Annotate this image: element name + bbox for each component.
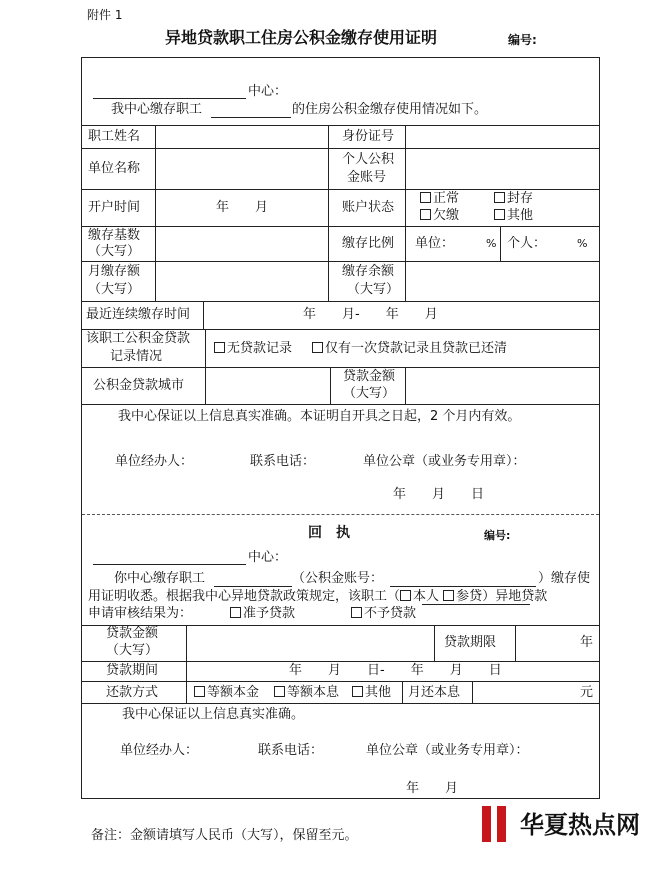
cut-line <box>82 514 599 515</box>
receipt-serial-label: 编号: <box>484 529 511 542</box>
no-loan-option[interactable] <box>214 341 292 357</box>
receipt-line3: 申请审核结果为： <box>88 606 193 621</box>
receipt-line2-a: 用证明收悉。根据我中心异地贷款政策规定，该职工（ <box>88 589 401 604</box>
handler-label: 单位经办人： <box>115 454 194 469</box>
phone-label: 联系电话： <box>250 454 316 469</box>
approve-option[interactable] <box>230 606 295 622</box>
status-sealed-checkbox[interactable] <box>494 192 505 203</box>
self-text: 本人 <box>413 589 440 604</box>
reject-checkbox[interactable] <box>351 607 362 618</box>
base-label-2: （大写） <box>88 244 141 259</box>
status-sealed-option[interactable] <box>494 191 533 207</box>
loan-amount-label-2: （大写） <box>343 386 396 401</box>
base-label-1: 缴存基数 <box>88 228 141 243</box>
approve-text: 准予贷款 <box>243 606 296 621</box>
spouse-text: 参贷 <box>456 589 483 604</box>
repay-other-checkbox[interactable] <box>352 686 363 697</box>
employee-name-label: 职工姓名 <box>88 129 141 144</box>
approve-checkbox[interactable] <box>230 607 241 618</box>
receipt-account-blank[interactable] <box>390 586 536 587</box>
receipt-line1-c: ）缴存使 <box>538 571 591 586</box>
recent-time-label: 最近连续缴存时间 <box>86 307 191 322</box>
receipt-guarantee: 我中心保证以上信息真实准确。 <box>122 707 305 722</box>
status-arrears-text: 欠缴 <box>433 208 460 223</box>
receipt-loan-amount-label-2: （大写） <box>106 643 159 658</box>
borrower-type-underline <box>422 604 530 605</box>
one-loan-option[interactable] <box>312 341 507 357</box>
loan-period-label: 贷款期间 <box>106 663 159 678</box>
receipt-phone-label: 联系电话： <box>258 743 324 758</box>
account-status-label: 账户状态 <box>342 200 395 215</box>
status-arrears-checkbox[interactable] <box>420 209 431 220</box>
reject-text: 不予贷款 <box>364 606 417 621</box>
issue-date: 年 月 日 <box>393 487 485 502</box>
guarantee-text: 我中心保证以上信息真实准确。本证明自开具之日起，2 个月内有效。 <box>118 409 521 424</box>
receipt-loan-amount-label-1: 贷款金额 <box>106 626 159 641</box>
receipt-line1-a: 你中心缴存职工 <box>114 571 206 586</box>
status-other-text: 其他 <box>507 208 534 223</box>
recent-time-range: 年 月- 年 月 <box>303 307 438 322</box>
watermark-text: 华夏热点网 <box>520 811 640 839</box>
monthly-label-1: 月缴存额 <box>88 264 141 279</box>
serial-label: 编号: <box>508 33 537 47</box>
status-normal-checkbox[interactable] <box>420 192 431 203</box>
equal-installment-option[interactable] <box>274 685 339 701</box>
repay-other-text: 其他 <box>365 685 392 700</box>
id-number-label: 身份证号 <box>342 129 395 144</box>
status-other-checkbox[interactable] <box>494 209 505 220</box>
status-other-option[interactable] <box>494 208 533 224</box>
monthly-label-2: （大写） <box>88 282 141 297</box>
one-loan-text: 仅有一次贷款记录且贷款已还清 <box>325 341 508 356</box>
status-sealed-text: 封存 <box>507 191 534 206</box>
no-loan-text: 无贷款记录 <box>227 341 293 356</box>
receipt-center-blank[interactable] <box>93 564 246 565</box>
repay-method-label: 还款方式 <box>106 685 159 700</box>
reject-option[interactable] <box>351 606 416 622</box>
equal-installment-text: 等额本息 <box>287 685 340 700</box>
receipt-date: 年 月 <box>406 781 459 796</box>
footer-note: 备注：金额请填写人民币（大写），保留至元。 <box>91 828 358 843</box>
center-name-blank[interactable] <box>93 98 246 99</box>
balance-label-1: 缴存余额 <box>342 264 395 279</box>
receipt-line2 <box>88 589 547 605</box>
equal-installment-checkbox[interactable] <box>274 686 285 697</box>
loan-amount-label-1: 贷款金额 <box>343 369 396 384</box>
intro-line2-prefix: 我中心缴存职工 <box>111 102 203 117</box>
receipt-employee-blank[interactable] <box>214 586 292 587</box>
account-no-label-2: 金账号 <box>347 170 387 185</box>
loan-record-label-1: 该职工公积金贷款 <box>86 331 191 346</box>
employer-name-label: 单位名称 <box>88 161 141 176</box>
receipt-line2-b: ）异地贷款 <box>482 589 548 604</box>
intro-center-suffix: 中心： <box>248 84 288 99</box>
loan-city-label: 公积金贷款城市 <box>93 378 185 393</box>
ratio-label: 缴存比例 <box>342 236 395 251</box>
form-frame <box>81 57 600 799</box>
loan-term-label: 贷款期限 <box>444 635 497 650</box>
status-normal-option[interactable] <box>420 191 459 207</box>
employee-name-blank[interactable] <box>211 117 291 118</box>
ratio-unit-pct: % <box>486 237 497 250</box>
document-title: 异地贷款职工住房公积金缴存使用证明 <box>165 28 438 47</box>
equal-principal-checkbox[interactable] <box>194 686 205 697</box>
account-no-label-1: 个人公积 <box>342 152 395 167</box>
status-arrears-option[interactable] <box>420 208 459 224</box>
status-normal-text: 正常 <box>433 191 460 206</box>
receipt-line1-b: （公积金账号： <box>292 571 384 586</box>
no-loan-checkbox[interactable] <box>214 342 225 353</box>
repay-other-option[interactable] <box>352 685 391 701</box>
monthly-repay-unit: 元 <box>580 685 594 700</box>
one-loan-checkbox[interactable] <box>312 342 323 353</box>
loan-record-label-2: 记录情况 <box>110 349 163 364</box>
watermark-logo-icon <box>482 806 510 842</box>
loan-term-unit: 年 <box>580 635 594 650</box>
equal-principal-option[interactable] <box>194 685 259 701</box>
spouse-checkbox[interactable] <box>443 590 454 601</box>
equal-principal-text: 等额本金 <box>207 685 260 700</box>
receipt-center-suffix: 中心： <box>248 550 288 565</box>
open-time-label: 开户时间 <box>88 200 141 215</box>
loan-period-range: 年 月 日- 年 月 日 <box>289 663 502 678</box>
seal-label: 单位公章（或业务专用章）： <box>363 454 526 469</box>
self-checkbox[interactable] <box>400 590 411 601</box>
ratio-person-pct: % <box>577 237 588 250</box>
ratio-unit-label: 单位： <box>415 236 455 251</box>
intro-line2-suffix: 的住房公积金缴存使用情况如下。 <box>292 102 488 117</box>
balance-label-2: （大写） <box>347 282 400 297</box>
attachment-label: 附件 1 <box>87 8 123 22</box>
receipt-handler-label: 单位经办人： <box>120 743 199 758</box>
monthly-repay-label: 月还本息 <box>408 685 461 700</box>
receipt-title: 回 执 <box>308 525 350 541</box>
open-time-year-month: 年 月 <box>216 200 269 215</box>
ratio-person-label: 个人： <box>507 236 547 251</box>
receipt-seal-label: 单位公章（或业务专用章）： <box>366 743 529 758</box>
